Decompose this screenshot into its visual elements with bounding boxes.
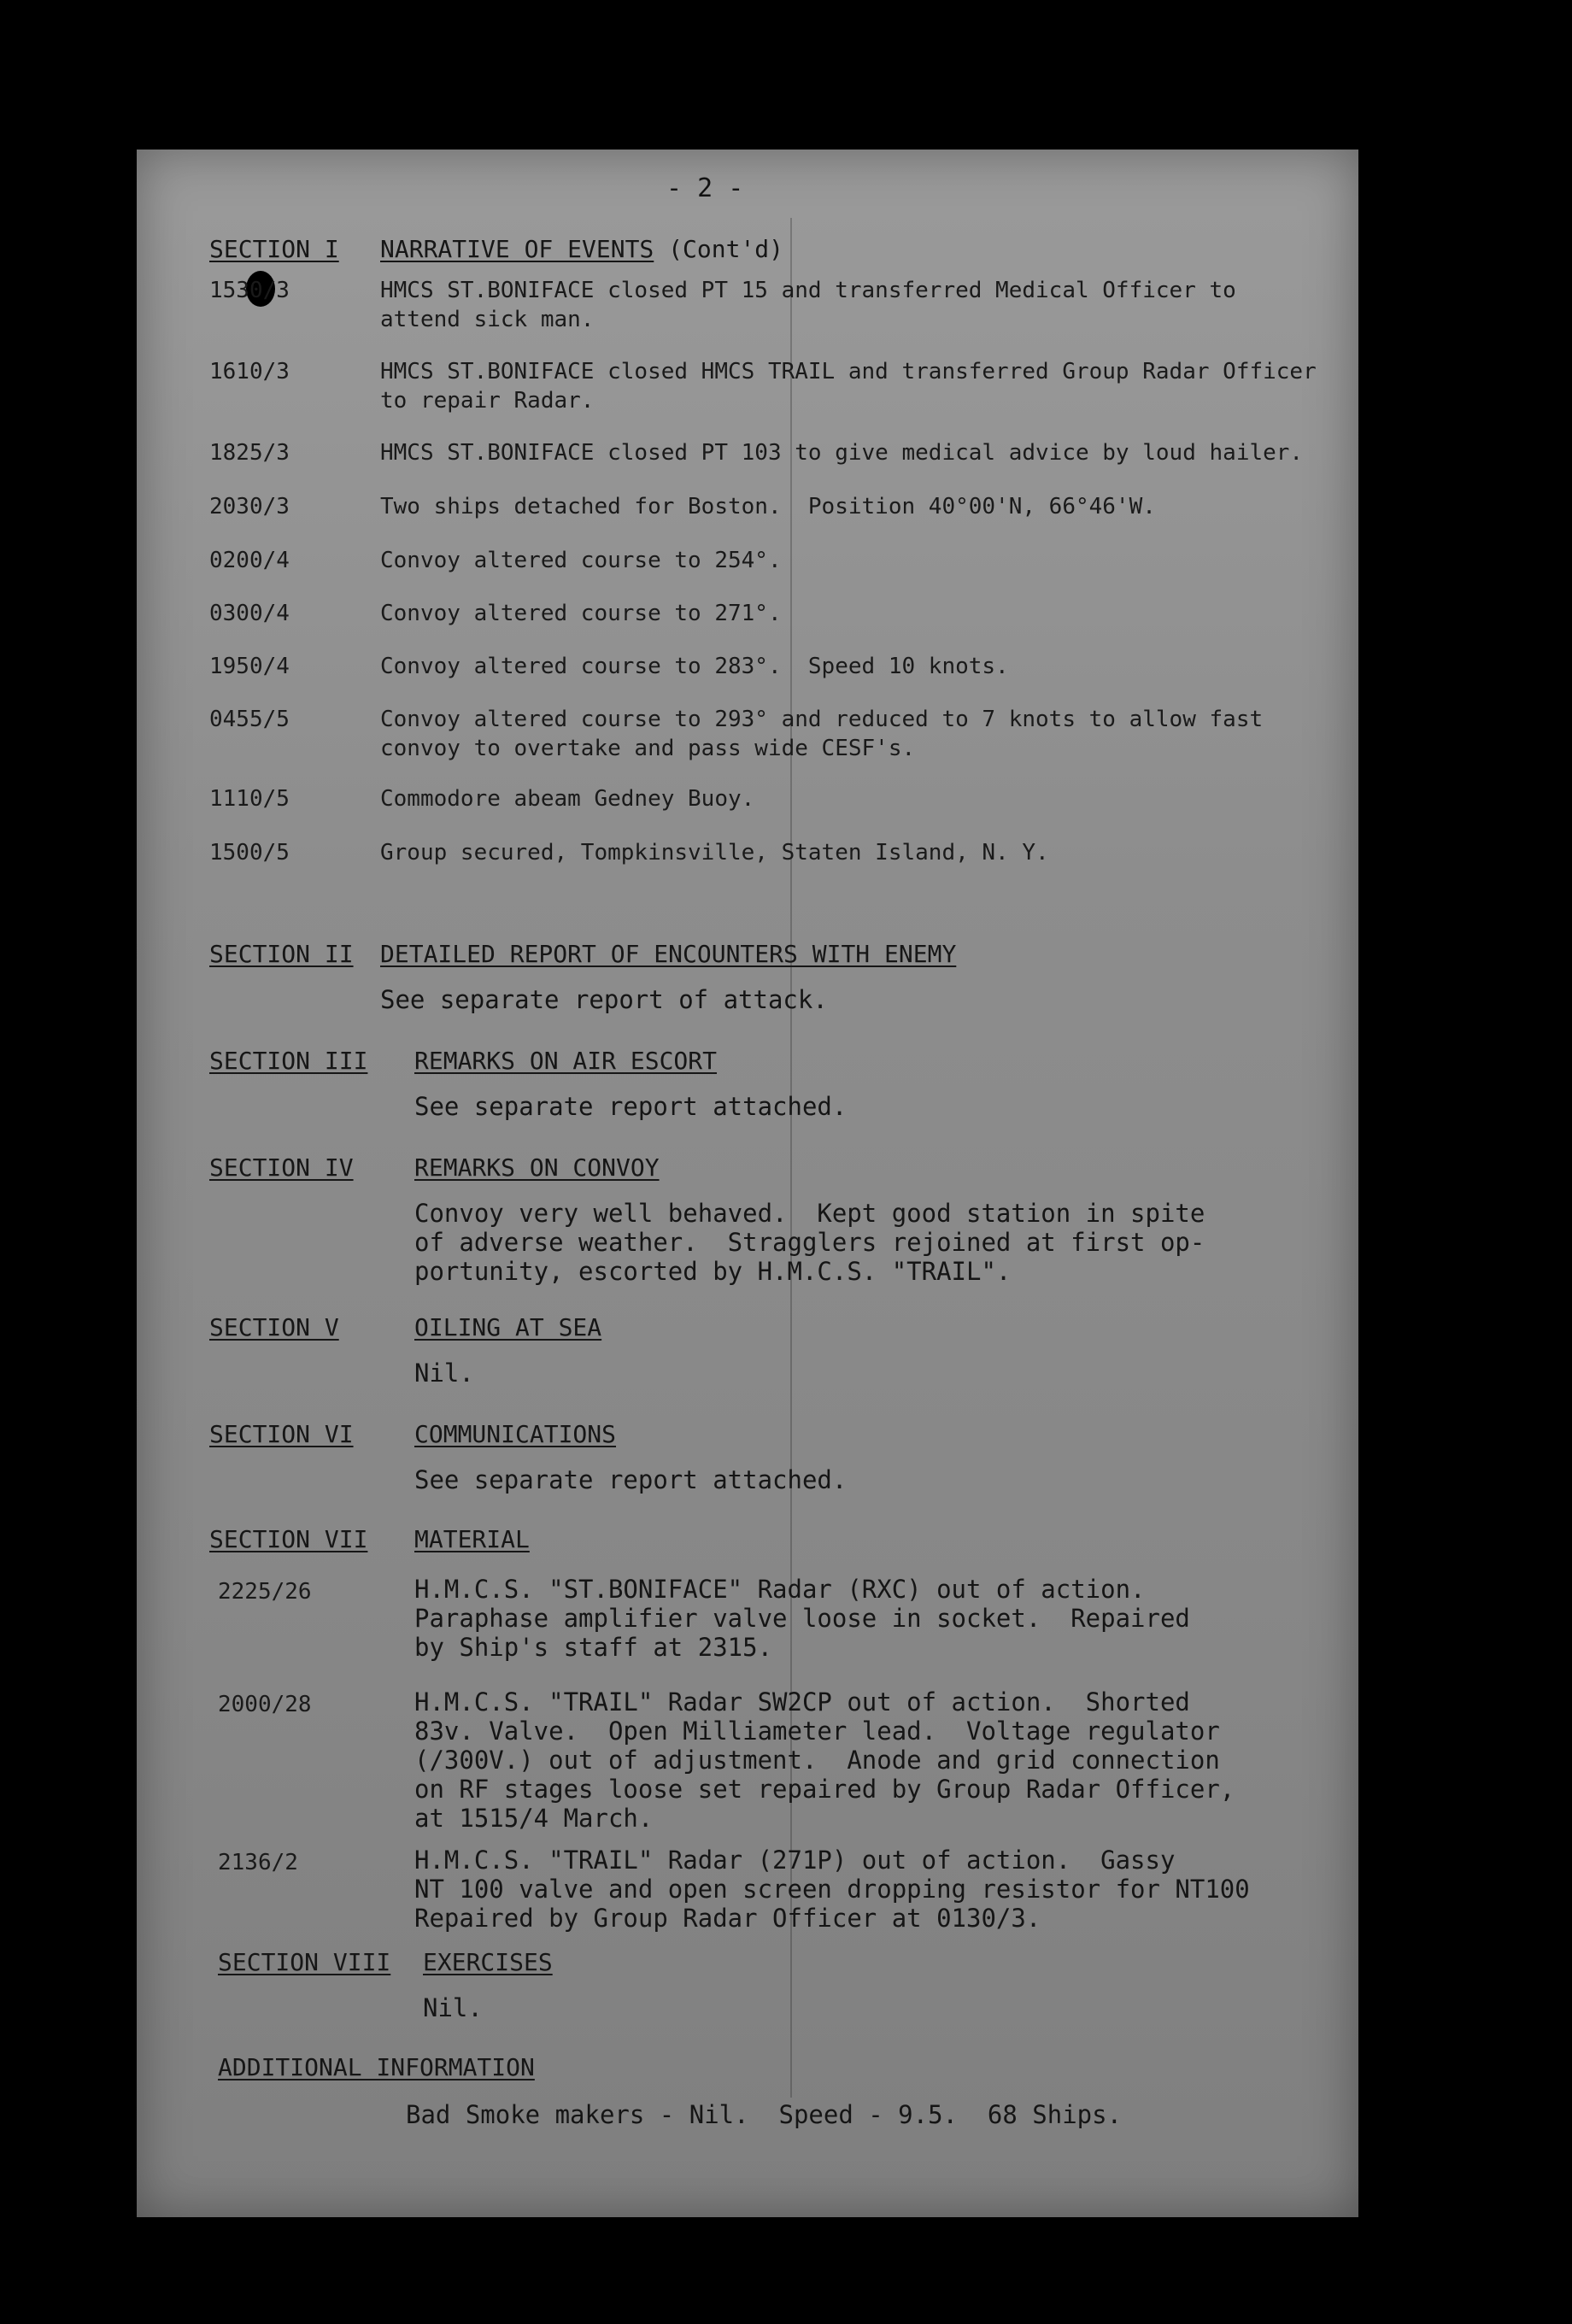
document-page	[137, 150, 1358, 2217]
entry-text: HMCS ST.BONIFACE closed PT 15 and transferred Medical Officer to attend sick man.	[380, 278, 1236, 332]
section-1-title: NARRATIVE OF EVENTS	[380, 235, 654, 263]
section-7-label: SECTION VII	[209, 1525, 368, 1553]
entry-time: 1530/3	[209, 278, 290, 303]
section-6-text: See separate report attached.	[414, 1465, 848, 1494]
entry-time: 1950/4	[209, 654, 290, 679]
entry-time: 2136/2	[218, 1850, 298, 1875]
section-1-heading	[380, 235, 783, 263]
entry-text: H.M.C.S. "ST.BONIFACE" Radar (RXC) out of action. Paraphase amplifier valve loose in socket. Repaired by Ship's staff at 2315.	[414, 1575, 1190, 1662]
entry-text: HMCS ST.BONIFACE closed HMCS TRAIL and transferred Group Radar Officer to repair Radar.	[380, 359, 1317, 414]
section-1-label: SECTION I	[209, 235, 339, 263]
entry-text: H.M.C.S. "TRAIL" Radar (271P) out of action. Gassy NT 100 valve and open screen dropping resistor for NT100 Repaired by Group Radar Officer at 0130/3.	[414, 1846, 1250, 1933]
section-2-label: SECTION II	[209, 940, 354, 968]
section-6-label: SECTION VI	[209, 1420, 354, 1448]
entry-time: 1825/3	[209, 440, 290, 466]
entry-text: Two ships detached for Boston. Position 40°00'N, 66°46'W.	[380, 494, 1156, 519]
entry-text: Convoy altered course to 283°. Speed 10 knots.	[380, 654, 1009, 679]
entry-time: 0455/5	[209, 707, 290, 732]
entry-time: 1500/5	[209, 840, 290, 866]
section-8-label: SECTION VIII	[218, 1948, 391, 1976]
section-3-text: See separate report attached.	[414, 1092, 848, 1121]
section-2-title: DETAILED REPORT OF ENCOUNTERS WITH ENEMY	[380, 940, 957, 968]
entry-time: 2000/28	[218, 1692, 312, 1717]
section-5-title: OILING AT SEA	[414, 1313, 602, 1341]
section-7-title: MATERIAL	[414, 1525, 530, 1553]
additional-title: ADDITIONAL INFORMATION	[218, 2053, 535, 2081]
entry-text: Commodore abeam Gedney Buoy.	[380, 786, 755, 812]
page-number: - 2 -	[666, 173, 744, 203]
section-5-label: SECTION V	[209, 1313, 339, 1341]
entry-text: Group secured, Tompkinsville, Staten Island, N. Y.	[380, 840, 1049, 866]
entry-time: 1610/3	[209, 359, 290, 384]
entry-text: Convoy altered course to 271°.	[380, 601, 782, 626]
section-8-text: Nil.	[423, 1993, 483, 2022]
entry-text: H.M.C.S. "TRAIL" Radar SW2CP out of action. Shorted 83v. Valve. Open Milliameter lead. Voltage regulator (/300V.) out of adjustment. Anode and grid connection on RF stages loose set repaired by Group Radar Officer, at 1515/4 March.	[414, 1687, 1235, 1833]
entry-text: Convoy altered course to 254°.	[380, 548, 782, 573]
entry-text: HMCS ST.BONIFACE closed PT 103 to give medical advice by loud hailer.	[380, 440, 1304, 466]
section-4-text: Convoy very well behaved. Kept good station in spite of adverse weather. Stragglers rejoined at first op- portunity, escorted by H.M.C.S. "TRAIL".	[414, 1199, 1205, 1286]
entry-time: 2225/26	[218, 1579, 312, 1605]
section-1-cont: (Cont'd)	[668, 235, 784, 263]
section-8-title: EXERCISES	[423, 1948, 553, 1976]
section-3-label: SECTION III	[209, 1047, 368, 1075]
section-5-text: Nil.	[414, 1359, 474, 1388]
entry-text: Convoy altered course to 293° and reduced to 7 knots to allow fast convoy to overtake and pass wide CESF's.	[380, 707, 1264, 761]
entry-time: 2030/3	[209, 494, 290, 519]
section-6-title: COMMUNICATIONS	[414, 1420, 617, 1448]
section-2-text: See separate report of attack.	[380, 985, 828, 1014]
section-4-label: SECTION IV	[209, 1153, 354, 1182]
entry-time: 0300/4	[209, 601, 290, 626]
section-4-title: REMARKS ON CONVOY	[414, 1153, 660, 1182]
additional-text: Bad Smoke makers - Nil. Speed - 9.5. 68 Ships.	[406, 2100, 1123, 2129]
entry-time: 1110/5	[209, 786, 290, 812]
section-3-title: REMARKS ON AIR ESCORT	[414, 1047, 718, 1075]
entry-time: 0200/4	[209, 548, 290, 573]
